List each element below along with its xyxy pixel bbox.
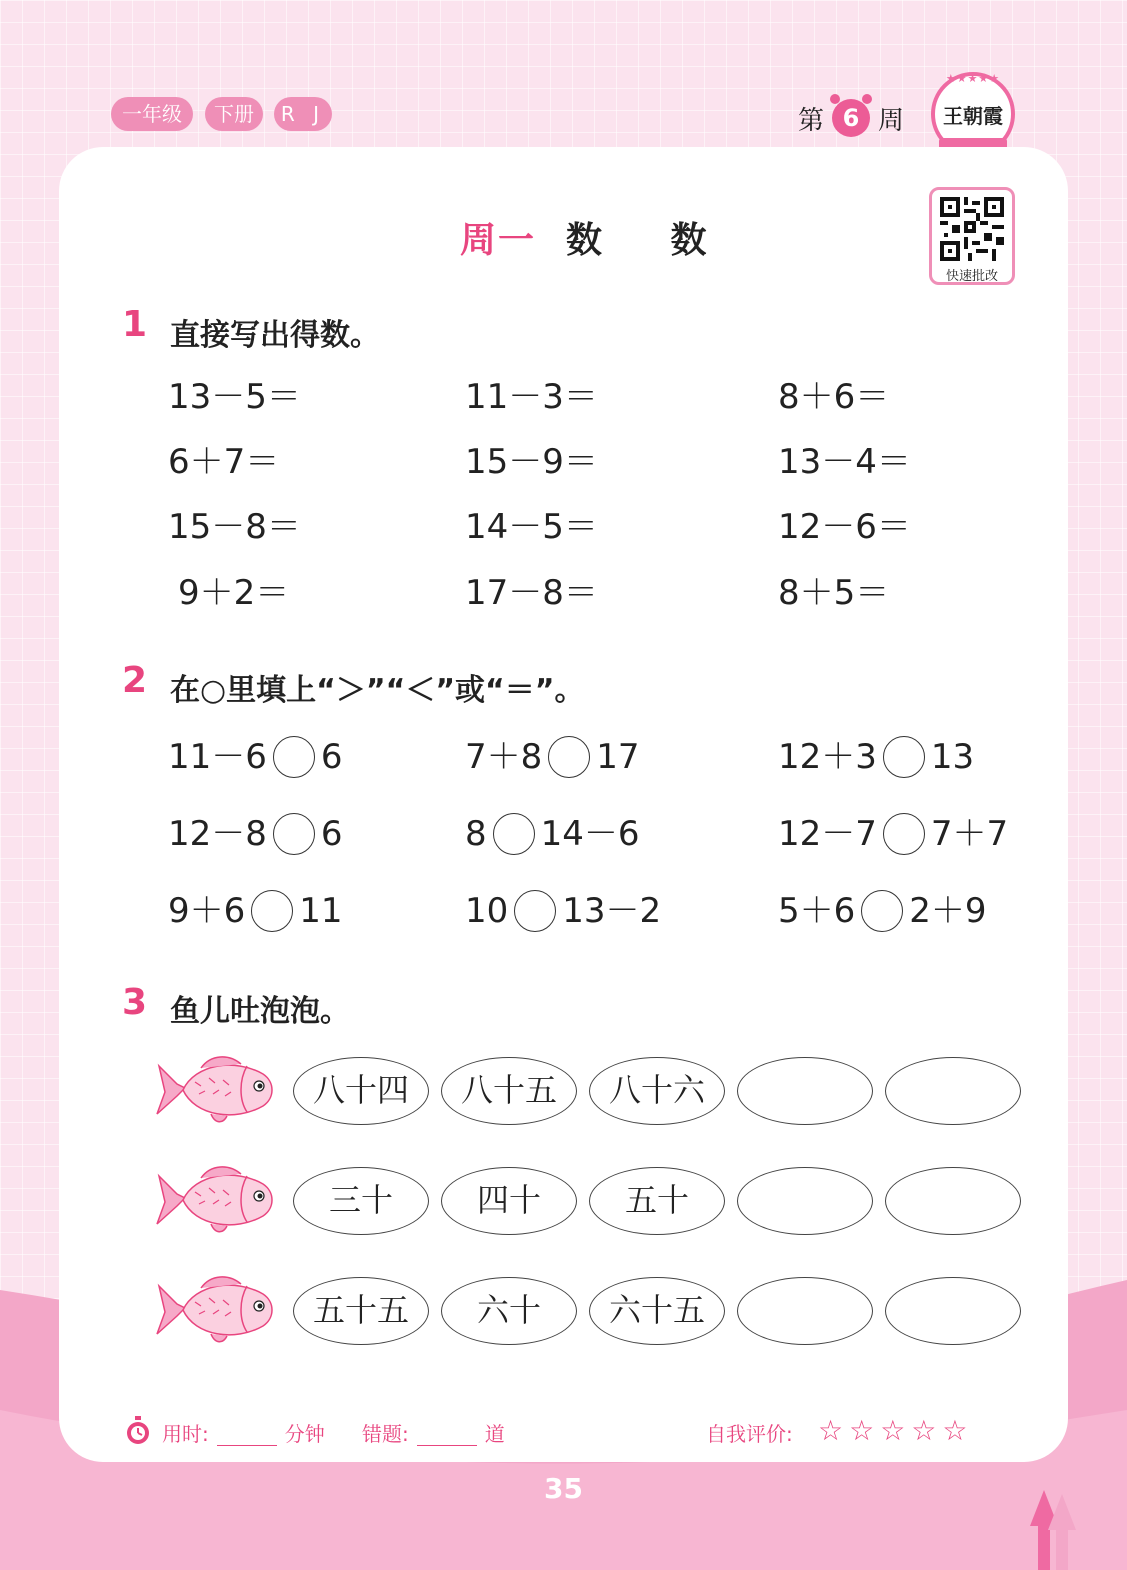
q2-left: 7＋8 xyxy=(465,737,543,777)
answer-circle[interactable] xyxy=(273,813,315,855)
bubble: 六十五 xyxy=(589,1277,725,1345)
q1-problem: 14－5＝ xyxy=(465,507,598,547)
time-blank[interactable] xyxy=(217,1425,277,1446)
q1-row xyxy=(0,568,1127,618)
grade-tag: 一年级 xyxy=(111,97,193,131)
q2-row xyxy=(0,886,1127,936)
errors-blank[interactable] xyxy=(417,1425,477,1446)
answer-circle[interactable] xyxy=(273,736,315,778)
question-3-title: 鱼儿吐泡泡。 xyxy=(170,994,350,1029)
q1-problem: 13－5＝ xyxy=(168,377,301,417)
page-title xyxy=(460,212,735,263)
q1-problem: 15－9＝ xyxy=(465,442,598,482)
question-2-number: 2 xyxy=(122,660,148,701)
qr-code-icon xyxy=(940,197,1004,261)
bubble: 八十六 xyxy=(589,1057,725,1125)
qr-code-box[interactable] xyxy=(929,187,1015,285)
q2-right: 13－2 xyxy=(562,891,662,931)
question-2-title: 在○里填上“＞”“＜”或“＝”。 xyxy=(170,673,585,708)
bubble: 五十 xyxy=(589,1167,725,1235)
q1-problem: 13－4＝ xyxy=(778,442,911,482)
q2-left: 8 xyxy=(465,814,487,854)
title-topic: 数 数 xyxy=(566,220,735,261)
fish-icon xyxy=(155,1274,277,1346)
q2-right: 7＋7 xyxy=(930,814,1009,854)
q2-comparison xyxy=(168,732,343,782)
q2-row xyxy=(0,809,1127,859)
q2-left: 9＋6 xyxy=(168,891,246,931)
stopwatch-icon xyxy=(124,1416,152,1446)
q2-right: 6 xyxy=(320,737,343,777)
week-suffix: 周 xyxy=(878,105,905,136)
question-3-number: 3 xyxy=(122,982,148,1023)
qr-label: 快速批改 xyxy=(945,269,998,284)
q1-row xyxy=(0,502,1127,552)
q1-row xyxy=(0,437,1127,487)
title-day: 周一 xyxy=(460,220,537,261)
alarm-clock-icon xyxy=(832,99,870,137)
time-label: 用时: xyxy=(162,1422,209,1446)
q2-comparison xyxy=(465,809,640,859)
answer-circle[interactable] xyxy=(548,736,590,778)
q2-comparison xyxy=(778,809,1008,859)
bubble: 三十 xyxy=(293,1167,429,1235)
q2-right: 14－6 xyxy=(540,814,640,854)
q1-problem: 8＋5＝ xyxy=(778,573,890,613)
week-number: 6 xyxy=(842,104,860,132)
q1-problem: 9＋2＝ xyxy=(178,573,290,613)
bubble: 八十五 xyxy=(441,1057,577,1125)
time-unit: 分钟 xyxy=(284,1422,325,1446)
q2-row xyxy=(0,732,1127,782)
errors-unit: 道 xyxy=(484,1422,505,1446)
page-number: 35 xyxy=(544,1472,583,1505)
errors-label: 错题: xyxy=(362,1422,409,1446)
bubble: 四十 xyxy=(441,1167,577,1235)
answer-circle[interactable] xyxy=(251,890,293,932)
q1-problem: 15－8＝ xyxy=(168,507,301,547)
week-prefix: 第 xyxy=(798,105,825,136)
answer-bubble[interactable] xyxy=(737,1167,873,1235)
arrow-up-icon xyxy=(1030,1490,1076,1570)
answer-circle[interactable] xyxy=(883,813,925,855)
q1-problem: 17－8＝ xyxy=(465,573,598,613)
q2-left: 12－8 xyxy=(168,814,267,854)
fish-icon xyxy=(155,1054,277,1126)
q1-problem: 8＋6＝ xyxy=(778,377,890,417)
answer-bubble[interactable] xyxy=(885,1167,1021,1235)
brand-logo xyxy=(931,72,1015,156)
self-evaluation-stars[interactable]: ☆☆☆☆☆ xyxy=(818,1414,974,1447)
q2-right: 13 xyxy=(930,737,975,777)
answer-bubble[interactable] xyxy=(885,1057,1021,1125)
brand-logo-text: 王朝霞 xyxy=(943,104,1003,128)
answer-circle[interactable] xyxy=(493,813,535,855)
self-evaluation-label: 自我评价: xyxy=(706,1422,793,1446)
bubble: 八十四 xyxy=(293,1057,429,1125)
answer-bubble[interactable] xyxy=(737,1277,873,1345)
answer-bubble[interactable] xyxy=(737,1057,873,1125)
q2-left: 12＋3 xyxy=(778,737,877,777)
bubble: 五十五 xyxy=(293,1277,429,1345)
q2-right: 6 xyxy=(320,814,343,854)
question-1-title: 直接写出得数。 xyxy=(170,318,380,353)
answer-circle[interactable] xyxy=(861,890,903,932)
q1-problem: 6＋7＝ xyxy=(168,442,280,482)
volume-tag: 下册 xyxy=(205,97,263,131)
q2-left: 10 xyxy=(465,891,509,931)
edition-tag: R J xyxy=(274,97,332,131)
answer-circle[interactable] xyxy=(883,736,925,778)
question-1-number: 1 xyxy=(122,304,148,345)
q1-row xyxy=(0,372,1127,422)
week-indicator xyxy=(798,96,904,140)
q2-comparison xyxy=(168,886,343,936)
q2-comparison xyxy=(465,886,661,936)
answer-circle[interactable] xyxy=(514,890,556,932)
q2-right: 2＋9 xyxy=(909,891,987,931)
fish-icon xyxy=(155,1164,277,1236)
q2-left: 5＋6 xyxy=(778,891,856,931)
q2-comparison xyxy=(778,732,974,782)
q2-right: 11 xyxy=(299,891,343,931)
q1-problem: 12－6＝ xyxy=(778,507,911,547)
q2-left: 11－6 xyxy=(168,737,267,777)
q2-comparison xyxy=(778,886,987,936)
error-count xyxy=(362,1418,505,1447)
star-icons: ★★★★★ xyxy=(945,72,1001,85)
time-spent xyxy=(162,1418,325,1447)
q2-comparison xyxy=(168,809,343,859)
answer-bubble[interactable] xyxy=(885,1277,1021,1345)
q2-left: 12－7 xyxy=(778,814,877,854)
q2-right: 17 xyxy=(596,737,640,777)
q2-comparison xyxy=(465,732,640,782)
bubble: 六十 xyxy=(441,1277,577,1345)
q1-problem: 11－3＝ xyxy=(465,377,598,417)
